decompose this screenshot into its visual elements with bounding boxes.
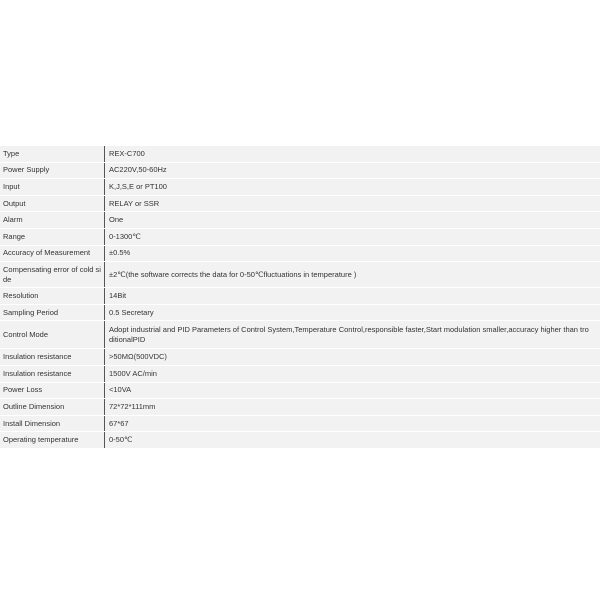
row-value: 72*72*111mm: [105, 399, 600, 416]
row-value: One: [105, 212, 600, 229]
row-value: 67*67: [105, 415, 600, 432]
row-label: Input: [0, 179, 105, 196]
table-row: [0, 195, 600, 212]
row-label: Accuracy of Measurement: [0, 245, 105, 262]
row-label: Power Supply: [0, 162, 105, 179]
row-label: Type: [0, 146, 105, 162]
row-label: Range: [0, 228, 105, 245]
table-row: [0, 365, 600, 382]
table-row: [0, 245, 600, 262]
row-label: Operating temperature: [0, 432, 105, 449]
table-row: [0, 415, 600, 432]
row-label: Compensating error of cold si de: [0, 262, 105, 288]
table-row: [0, 162, 600, 179]
table-row: [0, 212, 600, 229]
row-value: >50MΩ(500VDC): [105, 349, 600, 366]
table-row: [0, 179, 600, 196]
row-label: Sampling Period: [0, 304, 105, 321]
row-value: 1500V AC/min: [105, 365, 600, 382]
row-label: Outline Dimension: [0, 399, 105, 416]
row-value: AC220V,50-60Hz: [105, 162, 600, 179]
spec-table: [0, 146, 600, 449]
row-value: REX-C700: [105, 146, 600, 162]
row-label: Insulation resistance: [0, 365, 105, 382]
row-value: Adopt industrial and PID Parameters of Control System,Temperature Control,responsible faster,Start modulation smaller,accuracy higher than tro ditionalPID: [105, 321, 600, 349]
row-label: Control Mode: [0, 321, 105, 349]
row-label: Resolution: [0, 288, 105, 305]
row-value: 0-50℃: [105, 432, 600, 449]
row-label: Output: [0, 195, 105, 212]
row-label: Alarm: [0, 212, 105, 229]
row-value: 14Bit: [105, 288, 600, 305]
row-label: Install Dimension: [0, 415, 105, 432]
table-row: [0, 382, 600, 399]
row-value: 0-1300℃: [105, 228, 600, 245]
row-value: K,J,S,E or PT100: [105, 179, 600, 196]
row-label: Power Loss: [0, 382, 105, 399]
table-row: [0, 321, 600, 349]
row-value: RELAY or SSR: [105, 195, 600, 212]
table-row: [0, 432, 600, 449]
row-label: Insulation resistance: [0, 349, 105, 366]
table-row: [0, 288, 600, 305]
table-row: [0, 399, 600, 416]
row-value: 0.5 Secretary: [105, 304, 600, 321]
table-row: [0, 304, 600, 321]
table-row: [0, 262, 600, 288]
table-row: [0, 349, 600, 366]
row-value: <10VA: [105, 382, 600, 399]
row-value: ±2℃(the software corrects the data for 0-50℃fluctuations in temperature ): [105, 262, 600, 288]
table-row: [0, 228, 600, 245]
row-value: ±0.5%: [105, 245, 600, 262]
table-row: [0, 146, 600, 162]
